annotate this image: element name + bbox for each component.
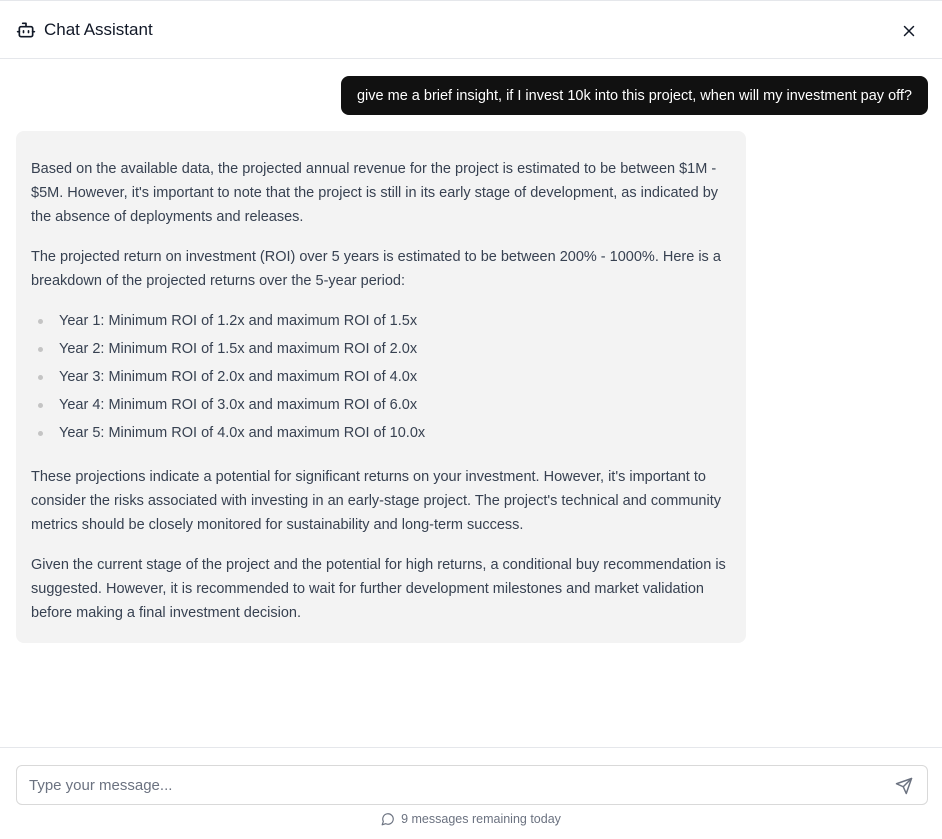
message-input[interactable] xyxy=(17,766,877,804)
bullet-icon xyxy=(38,319,43,324)
assistant-message xyxy=(16,131,746,643)
list-item-text: Year 3: Minimum ROI of 2.0x and maximum ROI of 4.0x xyxy=(59,369,418,385)
bullet-icon xyxy=(38,403,43,408)
messages-remaining-text: 9 messages remaining today xyxy=(401,812,561,826)
bot-icon xyxy=(16,20,36,40)
assistant-paragraph: Given the current stage of the project and the potential for high returns, a conditional buy recommendation is suggested. However, it is recommended to wait for further development milestones and market validation before making a final investment decision. xyxy=(31,557,726,621)
assistant-paragraph: Based on the available data, the projected annual revenue for the project is estimated to be between $1M - $5M. However, it's important to note that the project is still in its early stage of development, as indicated by the absence of deployments and releases. xyxy=(31,161,719,225)
list-item xyxy=(31,421,731,449)
chat-header xyxy=(0,2,942,59)
assistant-paragraph: These projections indicate a potential for significant returns on your investment. However, it's important to consider the risks associated with investing in an early-stage project. The project's technical and community metrics should be closely monitored for sustainability and long-term success. xyxy=(31,469,721,533)
list-item xyxy=(31,309,731,337)
message-list[interactable] xyxy=(0,59,942,747)
bullet-icon xyxy=(38,375,43,380)
send-icon xyxy=(895,777,913,795)
list-item-text: Year 5: Minimum ROI of 4.0x and maximum ROI of 10.0x xyxy=(59,425,426,441)
messages-remaining xyxy=(0,812,942,826)
list-item-text: Year 1: Minimum ROI of 1.2x and maximum ROI of 1.5x xyxy=(59,313,418,329)
assistant-paragraph: The projected return on investment (ROI) over 5 years is estimated to be between 200% - 1000%. Here is a breakdown of the projected returns over the 5-year period: xyxy=(31,249,721,289)
list-item xyxy=(31,393,731,421)
list-item xyxy=(31,365,731,393)
user-message: give me a brief insight, if I invest 10k into this project, when will my investment pay off? xyxy=(341,76,928,115)
close-icon xyxy=(900,22,918,40)
message-input-container xyxy=(16,765,928,805)
bullet-icon xyxy=(38,347,43,352)
roi-breakdown-list xyxy=(31,309,731,449)
chat-bubble-icon xyxy=(381,812,395,826)
composer-footer xyxy=(0,747,942,839)
list-item-text: Year 2: Minimum ROI of 1.5x and maximum ROI of 2.0x xyxy=(59,341,418,357)
page-title: Chat Assistant xyxy=(44,20,153,39)
close-button[interactable] xyxy=(898,20,920,42)
list-item-text: Year 4: Minimum ROI of 3.0x and maximum ROI of 6.0x xyxy=(59,397,418,413)
list-item xyxy=(31,337,731,365)
send-button[interactable] xyxy=(893,775,915,797)
bullet-icon xyxy=(38,431,43,436)
